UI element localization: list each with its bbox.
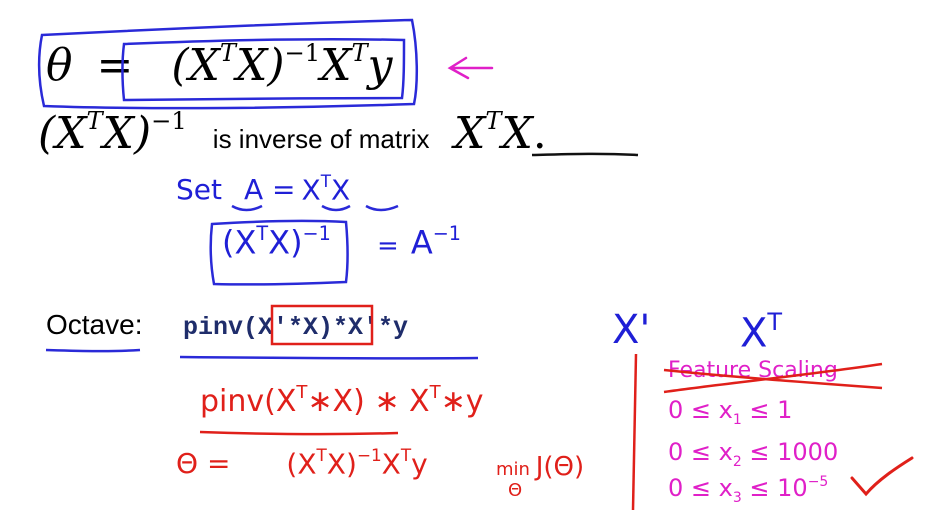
j-theta: J(Θ) <box>535 452 585 482</box>
min-word: min <box>496 459 530 480</box>
set-x: X <box>330 173 351 207</box>
blue-inner-box <box>123 39 405 100</box>
range-x2-text: 0 ≤ x <box>668 438 733 466</box>
red-pinv-t1: T <box>296 382 308 404</box>
red-theta-close: X) <box>326 447 357 481</box>
equation-x-mid: X) <box>236 40 285 91</box>
red-theta-lhs: Θ = <box>176 447 231 481</box>
inverse-term-x: (X <box>38 108 87 159</box>
range-x2-sub: 2 <box>732 453 742 470</box>
red-theta-xx: X <box>381 447 401 481</box>
x-transpose-x: X <box>740 310 768 357</box>
inverse-term-exp: −1 <box>151 106 187 135</box>
boxed-inverse-equals: = <box>377 230 399 261</box>
red-code-box <box>272 306 372 344</box>
set-word: Set <box>176 173 222 207</box>
inverse-term-t: T <box>86 106 103 135</box>
octave-code-pre: pinv( <box>183 313 259 342</box>
range-x1-tail: ≤ 1 <box>749 396 793 424</box>
matrix-term-t: T <box>485 106 502 135</box>
red-theta-t2: T <box>400 445 412 466</box>
red-theta-x: (X <box>286 447 317 481</box>
underline-matrix <box>532 154 638 155</box>
cross-out-2 <box>664 364 882 392</box>
boxed-inverse-a-exp: −1 <box>432 222 461 246</box>
brace-a <box>232 206 262 210</box>
underline-octave <box>46 350 140 351</box>
matrix-term-period: . <box>532 108 547 159</box>
red-theta-exp: −1 <box>356 445 382 466</box>
red-divider <box>633 354 636 510</box>
feature-scaling-note: Feature Scaling <box>668 358 838 383</box>
equals-sign: = <box>96 40 134 91</box>
red-pinv-text: pinv(X <box>200 384 297 419</box>
equation-transpose-2: T <box>351 38 368 67</box>
boxed-inverse-x: (X <box>222 223 257 262</box>
octave-code-post: )*X'*y <box>318 313 409 342</box>
range-x3-sub: 3 <box>732 489 742 506</box>
magenta-arrow <box>450 58 492 78</box>
set-a-equals: A = <box>243 173 296 207</box>
equation-x-left: (X <box>171 40 220 91</box>
min-subscript: Θ <box>508 480 523 501</box>
range-x3-text: 0 ≤ x <box>668 474 733 502</box>
equation-inverse-exp: −1 <box>284 38 321 67</box>
range-x3-tail: ≤ 10 <box>749 474 808 502</box>
brace-xt <box>322 206 350 210</box>
brace-x <box>366 206 398 210</box>
equation-transpose-1: T <box>219 38 237 67</box>
matrix-term-x2: X <box>501 108 533 159</box>
set-t: T <box>320 171 331 192</box>
octave-code-boxed: X'*X <box>258 313 319 342</box>
matrix-term-x: X <box>453 108 486 159</box>
x-transpose-t: T <box>767 307 783 336</box>
range-x3-exp: −5 <box>807 473 829 490</box>
underline-red-pinv <box>200 432 398 434</box>
underline-code <box>180 357 478 358</box>
range-x2-tail: ≤ 1000 <box>749 438 839 466</box>
boxed-inverse-close: X) <box>268 223 303 262</box>
boxed-inverse-a: A <box>410 223 433 262</box>
set-xt: X <box>301 173 321 207</box>
theta-symbol: θ <box>46 40 73 91</box>
equation-y: y <box>367 40 393 91</box>
red-theta-t1: T <box>316 445 327 466</box>
red-pinv-tail: ∗y <box>440 384 484 419</box>
range-x1-text: 0 ≤ x <box>668 396 733 424</box>
blue-outer-box <box>39 20 417 108</box>
red-check-mark <box>852 458 912 494</box>
range-x1-sub: 1 <box>732 411 742 428</box>
boxed-inverse-t: T <box>256 222 269 246</box>
red-theta-y: y <box>411 447 428 481</box>
inverse-description: is inverse of matrix <box>212 124 430 154</box>
inverse-term-close: X) <box>102 108 152 159</box>
octave-label: Octave: <box>46 309 143 340</box>
blue-inverse-box <box>211 221 348 284</box>
red-pinv-t2: T <box>429 382 441 404</box>
x-prime-annotation: X' <box>612 307 651 353</box>
red-pinv-mid: ∗X) ∗ X <box>307 384 430 419</box>
boxed-inverse-exp: −1 <box>302 222 331 246</box>
equation-x-after: X <box>320 40 352 91</box>
